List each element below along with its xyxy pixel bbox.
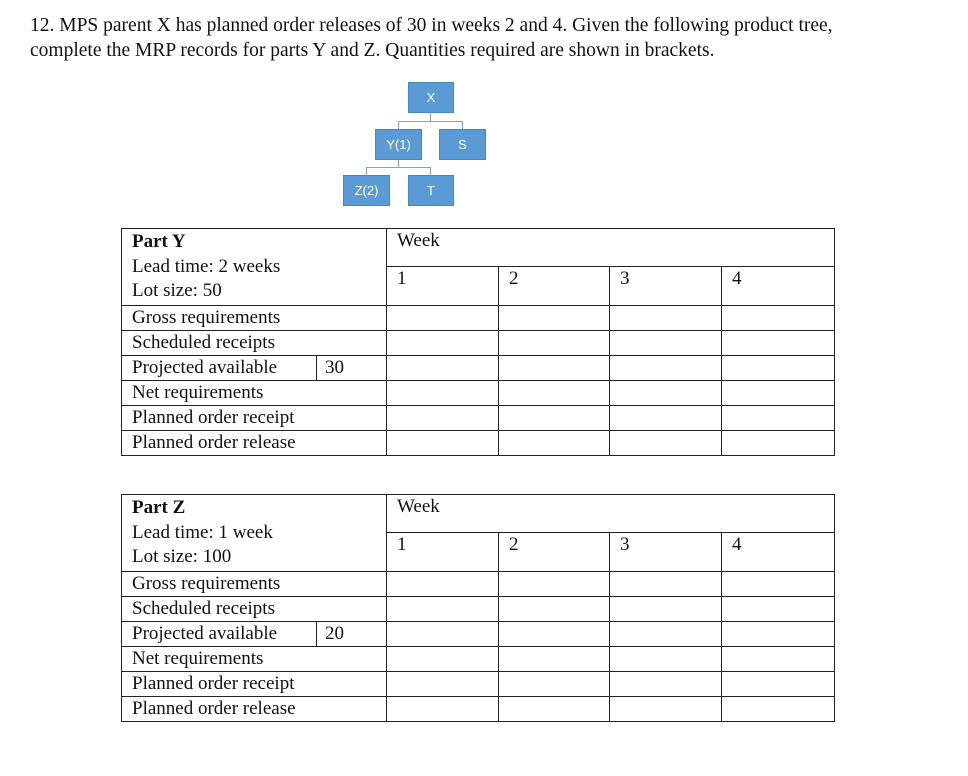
table-cell (499, 405, 610, 430)
row-label-gross-requirements: Gross requirements (122, 305, 387, 330)
table-cell (722, 355, 835, 380)
row-label-net-requirements: Net requirements (122, 646, 387, 671)
table-cell (722, 380, 835, 405)
table-cell (610, 305, 722, 330)
table-cell (610, 330, 722, 355)
table-cell (722, 621, 835, 646)
tree-connector (398, 121, 399, 129)
table-cell (722, 646, 835, 671)
week-header: Week (387, 229, 835, 267)
table-row (122, 696, 835, 721)
table-cell (387, 355, 499, 380)
week-number: 1 (387, 267, 499, 305)
mrp-table-part-z (121, 494, 835, 722)
row-label-scheduled-receipts: Scheduled receipts (122, 330, 387, 355)
table-cell (722, 330, 835, 355)
table-cell (722, 571, 835, 596)
table-cell (610, 405, 722, 430)
table-row (122, 305, 835, 330)
table-cell (722, 596, 835, 621)
table-cell (387, 696, 499, 721)
table-cell (722, 696, 835, 721)
table-cell (387, 671, 499, 696)
table-cell (499, 646, 610, 671)
tree-connector (462, 121, 463, 129)
week-header: Week (387, 495, 835, 533)
initial-available-value: 20 (317, 621, 387, 646)
table-row (122, 430, 835, 455)
table-row (122, 571, 835, 596)
table-row (122, 380, 835, 405)
table-row (122, 596, 835, 621)
table-cell (499, 596, 610, 621)
table-cell (610, 621, 722, 646)
table-cell (722, 671, 835, 696)
question-line-2: complete the MRP records for parts Y and Z. Quantities required are shown in brackets. (30, 40, 715, 61)
part-title: Part Y (132, 231, 186, 252)
table-cell (499, 571, 610, 596)
tree-connector (366, 167, 431, 168)
table-cell (610, 596, 722, 621)
question-line-1: 12. MPS parent X has planned order releases of 30 in weeks 2 and 4. Given the following product tree, (30, 15, 833, 36)
week-number: 4 (722, 533, 835, 571)
row-label-planned-order-receipt: Planned order receipt (122, 671, 387, 696)
table-cell (610, 571, 722, 596)
table-row (122, 671, 835, 696)
tree-node-y: Y(1) (375, 129, 422, 160)
product-tree (0, 0, 968, 220)
row-label-planned-order-receipt: Planned order receipt (122, 405, 387, 430)
table-cell (499, 305, 610, 330)
tree-node-x: X (408, 82, 454, 113)
row-label-gross-requirements: Gross requirements (122, 571, 387, 596)
table-cell (387, 596, 499, 621)
table-cell (499, 621, 610, 646)
table-cell (610, 696, 722, 721)
week-number: 3 (610, 533, 722, 571)
week-number: 2 (499, 533, 610, 571)
row-label-scheduled-receipts: Scheduled receipts (122, 596, 387, 621)
table-cell (610, 646, 722, 671)
week-number: 4 (722, 267, 835, 305)
tree-node-t: T (408, 175, 454, 206)
table-row (122, 646, 835, 671)
row-label-projected-available: Projected available (122, 621, 317, 646)
lot-size: Lot size: 50 (132, 280, 222, 301)
row-label-planned-order-release: Planned order release (122, 430, 387, 455)
mrp-table-part-y (121, 228, 835, 456)
part-title: Part Z (132, 497, 186, 518)
initial-available-value: 30 (317, 355, 387, 380)
table-cell (387, 646, 499, 671)
week-number: 2 (499, 267, 610, 305)
table-cell (387, 305, 499, 330)
table-row (122, 330, 835, 355)
tree-connector (430, 167, 431, 175)
table-cell (722, 305, 835, 330)
table-cell (499, 330, 610, 355)
table-cell (610, 380, 722, 405)
tree-connector (398, 121, 463, 122)
table-cell (387, 571, 499, 596)
table-cell (610, 671, 722, 696)
table-cell (499, 671, 610, 696)
lead-time: Lead time: 1 week (132, 521, 273, 543)
table-cell (387, 380, 499, 405)
lot-size: Lot size: 100 (132, 546, 232, 567)
table-row (122, 405, 835, 430)
table-cell (387, 430, 499, 455)
table-cell (499, 355, 610, 380)
tree-node-z: Z(2) (343, 175, 390, 206)
tree-connector (366, 167, 367, 175)
table-cell (387, 405, 499, 430)
part-header (122, 495, 387, 572)
table-cell (722, 405, 835, 430)
table-cell (722, 430, 835, 455)
table-cell (499, 380, 610, 405)
week-number: 3 (610, 267, 722, 305)
part-header (122, 229, 387, 306)
table-cell (499, 430, 610, 455)
table-cell (610, 355, 722, 380)
tree-node-s: S (439, 129, 486, 160)
table-cell (387, 621, 499, 646)
row-label-projected-available: Projected available (122, 355, 317, 380)
table-cell (499, 696, 610, 721)
table-row (122, 621, 835, 646)
week-number: 1 (387, 533, 499, 571)
table-cell (610, 430, 722, 455)
row-label-planned-order-release: Planned order release (122, 696, 387, 721)
row-label-net-requirements: Net requirements (122, 380, 387, 405)
table-row (122, 355, 835, 380)
table-cell (387, 330, 499, 355)
lead-time: Lead time: 2 weeks (132, 255, 281, 277)
